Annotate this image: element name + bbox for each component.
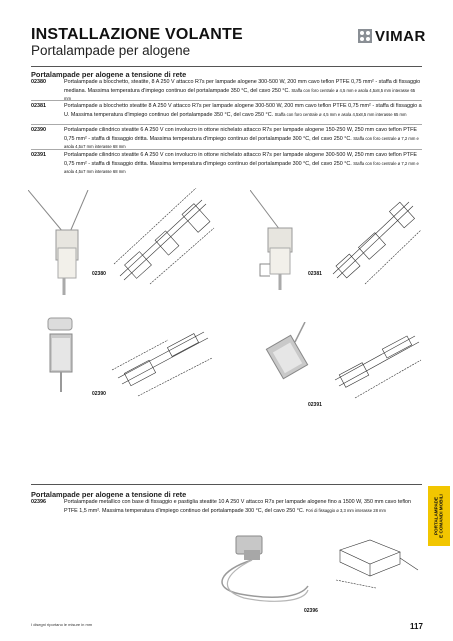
product-code: 02381 — [31, 103, 46, 109]
product-note: Staffa con foro centrale ø 4,5 mm e asola 4,5x8,5 mm interasse 65 mm — [274, 111, 407, 117]
section-divider — [31, 484, 422, 485]
product-description: Portalampade metallico con base di fissaggio e pastiglia steatite 10 A 250 V attacco R7s per lampade alogene fino a 1500 W, 350 mm cavo teflon PTFE 1,5 mm². Massima temperatura d'impiego continuo del portalampade 300 °C, del cavo 250 °C. — [64, 499, 412, 514]
product-description: Portalampade a blocchetto steatite 8 A 250 V attacco R7s per lampade alogene 300-500 W, 200 mm cavo teflon PTFE 0,75 mm² - staffa di fissaggio a U. Massima temperatura d'impiego continuo del portalampade 350 °C, del cavo 250 °C. — [64, 103, 422, 118]
product-photo-02396 — [200, 528, 310, 608]
product-code: 02380 — [31, 79, 46, 85]
product-code: 02391 — [31, 152, 46, 158]
technical-drawing-02391 — [325, 318, 425, 400]
product-code: 02396 — [31, 499, 46, 505]
product-code: 02390 — [31, 127, 46, 133]
footer-note: I disegni riportano le misure in mm — [31, 622, 93, 627]
brand-name: VIMAR — [375, 27, 426, 45]
product-description: Portalampade cilindrico steatite 6 A 250 V con involucro in ottone nichelato attacco R7s per lampade alogene 300-500 W, 250 mm cavo teflon PTFE 0,75 mm² - staffa di fissaggio dritta. Massima temperatura d'impiego continuo del portalampade 300 °C, del cavo 250 °C. — [64, 152, 417, 167]
technical-drawing-02380 — [110, 188, 220, 288]
product-note: Fori di fissaggio ø 3,3 mm interasse 28 mm — [305, 507, 387, 513]
product-photo-02380 — [28, 190, 98, 295]
product-note: Staffa con foro centrale ø 7,2 mm e asola 4,5x7 mm interasse 68 mm — [64, 135, 419, 150]
side-tab-label: PORTALAMPADE E COMANDI MOBILI — [433, 494, 444, 538]
section2-title: Portalampade per alogene a tensione di rete — [31, 490, 187, 499]
section-side-tab — [428, 486, 450, 546]
figure-label-02381: 02381 — [308, 271, 322, 277]
row-divider — [31, 124, 422, 125]
section-divider — [31, 66, 422, 67]
page-title: INSTALLAZIONE VOLANTE — [31, 26, 243, 43]
product-photo-02381 — [250, 190, 310, 290]
figure-label-02390: 02390 — [92, 391, 106, 397]
product-row-02391 — [31, 152, 422, 176]
product-description: Portalampade a blocchetto, steatite, 8 A 250 V attacco R7s per lampade alogene 300-500 W, 200 mm cavo teflon PTFE 0,75 mm² - staffa di fissaggio mediana. Massima temperatura d'impiego continuo del portalampade 350 °C, del cavo 250 °C. — [64, 79, 421, 94]
product-row-02396 — [31, 499, 421, 525]
page-subtitle: Portalampade per alogene — [31, 43, 191, 58]
row-divider — [31, 100, 422, 101]
vimar-logo — [358, 27, 426, 45]
technical-drawing-02390 — [108, 318, 218, 398]
vimar-logo-mark-icon — [358, 29, 372, 43]
product-row-02381 — [31, 103, 422, 129]
technical-drawing-02396 — [330, 530, 420, 590]
technical-drawing-02381 — [325, 188, 425, 288]
product-photo-02390 — [30, 312, 100, 392]
row-divider — [31, 149, 422, 150]
figure-label-02396: 02396 — [304, 608, 318, 614]
product-note: Staffa con foro centrale ø 4,5 mm e asola 4,5x8,5 mm interasse 65 mm — [64, 87, 416, 102]
section1-title: Portalampade per alogene a tensione di rete — [31, 70, 187, 79]
figure-label-02391: 02391 — [308, 402, 322, 408]
figure-label-02380: 02380 — [92, 271, 106, 277]
product-photo-02391 — [255, 322, 317, 392]
page-number: 117 — [410, 622, 423, 631]
product-row-02390 — [31, 127, 422, 151]
product-row-02380 — [31, 79, 422, 105]
product-note: Staffa con foro centrale ø 7,2 mm e asola 4,5x7 mm interasse 68 mm — [64, 160, 419, 175]
product-description: Portalampade cilindrico steatite 6 A 250 V con involucro in ottone nichelato attacco R7s per lampade alogene 150-250 W, 250 mm cavo teflon PTFE 0,75 mm² - staffa di fissaggio dritta. Massima temperatura d'impiego continuo del portalampade 300 °C, del cavo 250 °C. — [64, 127, 417, 142]
